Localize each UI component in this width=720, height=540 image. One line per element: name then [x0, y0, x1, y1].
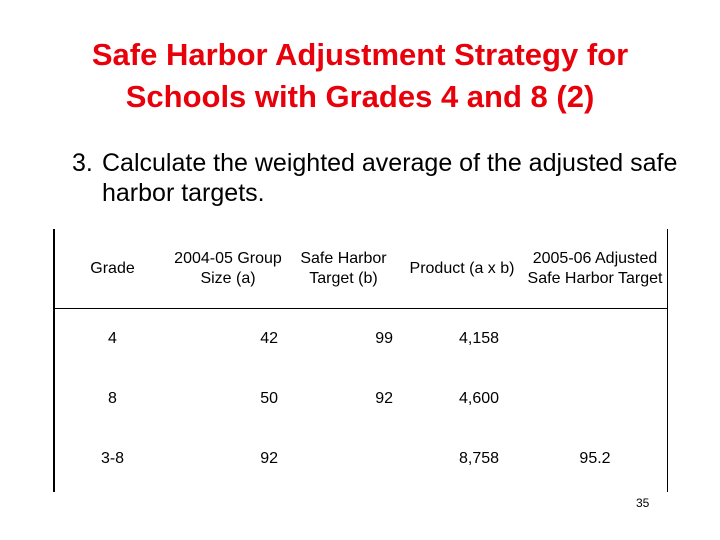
cell-adjusted: 95.2	[579, 450, 611, 467]
header-safe-harbor-target: Safe Harbor Target (b)	[286, 229, 401, 309]
table-row	[55, 369, 667, 429]
header-grade: Grade	[55, 229, 170, 309]
cell-product: 4,600	[459, 390, 500, 407]
cell-group-size: 42	[260, 330, 278, 347]
cell-target: 92	[375, 390, 393, 407]
step-number: 3.	[72, 149, 93, 177]
step-text: Calculate the weighted average of the adjusted safe harbor targets.	[102, 149, 678, 207]
cell-product: 8,758	[459, 450, 500, 467]
step-instruction	[72, 148, 712, 208]
data-table	[55, 229, 667, 489]
header-group-size: 2004-05 Group Size (a)	[170, 229, 286, 309]
cell-adjusted	[523, 309, 667, 370]
cell-product: 4,158	[459, 330, 500, 347]
cell-group-size: 92	[260, 450, 278, 467]
slide-title	[0, 34, 720, 118]
header-product: Product (a x b)	[401, 229, 523, 309]
cell-grade: 4	[108, 330, 117, 347]
cell-grade: 8	[108, 390, 117, 407]
page-number: 35	[636, 496, 650, 510]
slide-title-line-2: Schools with Grades 4 and 8 (2)	[125, 79, 595, 114]
cell-adjusted	[523, 369, 667, 429]
weighted-average-table	[53, 229, 668, 492]
table-row	[55, 309, 667, 370]
cell-target: 99	[375, 330, 393, 347]
cell-grade: 3-8	[100, 450, 125, 467]
table-header-row	[55, 229, 667, 309]
header-adjusted-target: 2005-06 Adjusted Safe Harbor Target	[523, 229, 667, 309]
cell-group-size: 50	[260, 390, 278, 407]
slide-title-line-1: Safe Harbor Adjustment Strategy for	[91, 37, 629, 72]
table-row	[55, 429, 667, 489]
cell-target	[286, 429, 401, 489]
